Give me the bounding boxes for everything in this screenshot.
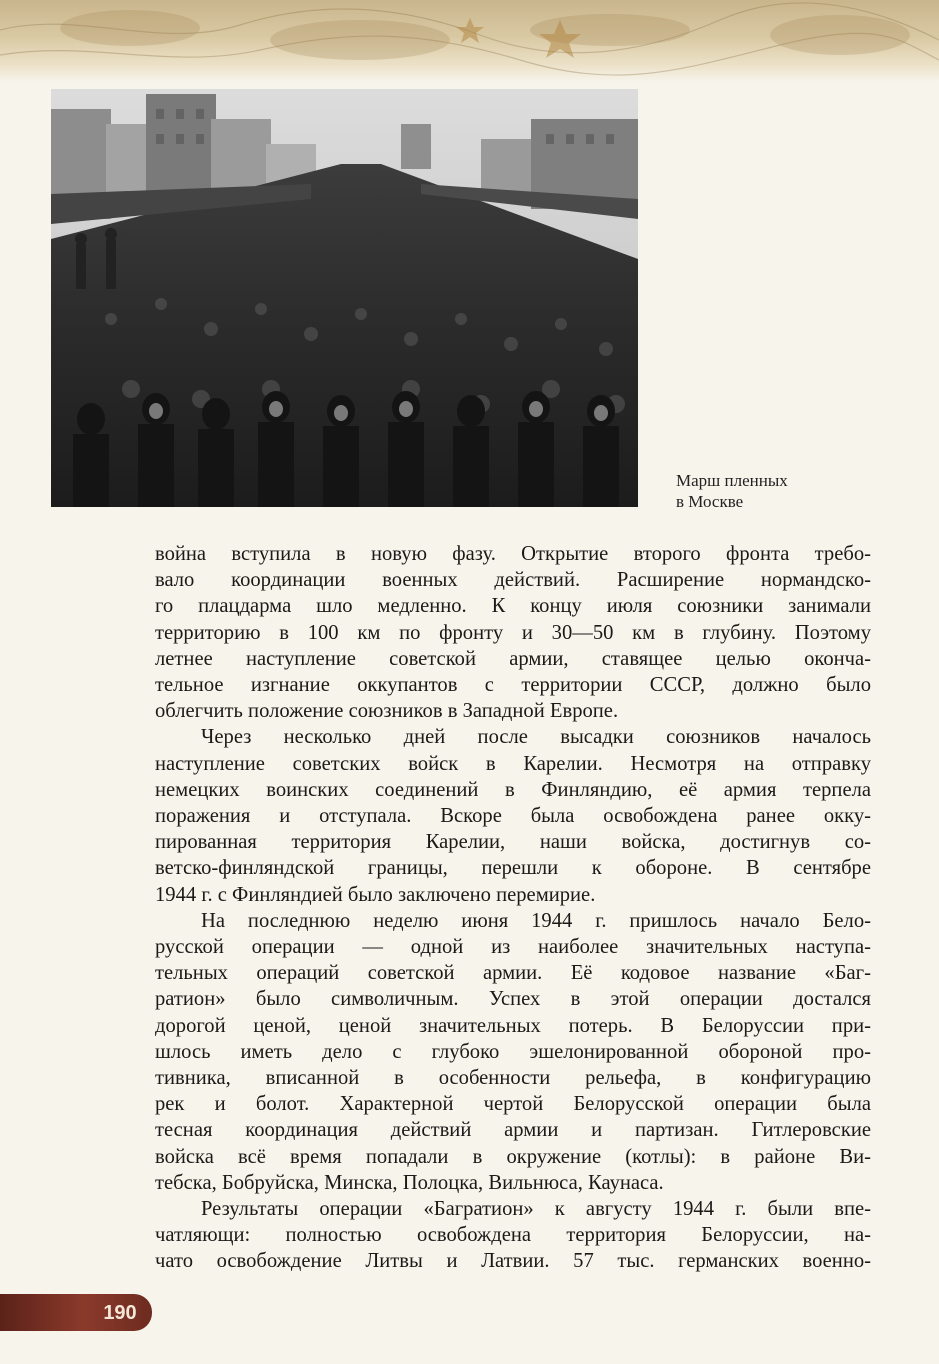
text-line: облегчить положение союзников в Западной Европе. — [155, 700, 619, 723]
text-line: тебска, Бобруйска, Минска, Полоцка, Вильнюса, Каунаса. — [155, 1171, 664, 1194]
text-line: шлось иметь дело с глубоко эшелонированной обороной про- — [155, 1040, 871, 1063]
text-line: пированная территория Карелии, наши войска, достигнув со- — [155, 831, 871, 854]
text-line: Через несколько дней после высадки союзников началось — [201, 726, 871, 749]
text-line: тивника, вписанной в особенности рельефа, в конфигурацию — [155, 1067, 871, 1090]
text-line: тельных операций советской армии. Её кодовое название «Баг- — [155, 962, 871, 985]
paragraph-4 — [155, 1196, 871, 1275]
photo-prisoners-march — [51, 89, 638, 507]
text-line: немецких воинских соединений в Финляндию, её армия терпела — [155, 778, 871, 801]
text-line: война вступила в новую фазу. Открытие второго фронта требо- — [155, 543, 871, 565]
paragraph-1 — [155, 541, 871, 724]
text-line: Результаты операции «Багратион» к августу 1944 г. были впе- — [201, 1198, 871, 1221]
caption-line-1: Марш пленных — [676, 471, 788, 490]
text-line: ратион» было символичным. Успех в этой операции достался — [155, 988, 871, 1011]
text-line: войска всё время попадали в окружение (котлы): в районе Ви- — [155, 1145, 871, 1168]
text-line: территорию в 100 км по фронту и 30—50 км в глубину. Поэтому — [155, 621, 871, 644]
text-line: тельное изгнание оккупантов с территории СССР, должно было — [155, 674, 871, 697]
text-line: 1944 г. с Финляндией было заключено перемирие. — [155, 883, 596, 906]
header-decoration — [0, 0, 939, 82]
text-line: наступление советских войск в Карелии. Несмотря на отправку — [155, 752, 871, 775]
paragraph-3 — [155, 908, 871, 1196]
text-line: рек и болот. Характерной чертой Белорусской операции была — [155, 1093, 871, 1116]
text-line: чатляющи: полностью освобождена территория Белоруссии, на- — [155, 1224, 871, 1247]
paragraph-2 — [155, 724, 871, 907]
text-line: го плацдарма шло медленно. К концу июля союзники занимали — [155, 595, 871, 618]
text-line: русской операции — одной из наиболее значительных наступа- — [155, 936, 871, 959]
caption-line-2: в Москве — [676, 492, 744, 511]
text-line: поражения и отступала. Вскоре была освобождена ранее окку- — [155, 805, 871, 828]
body-text — [155, 541, 871, 1275]
photo-image — [51, 89, 638, 507]
text-line: ветско-финляндской границы, перешли к обороне. В сентябре — [155, 857, 871, 880]
page-number: 190 — [103, 1302, 137, 1324]
text-line: чато освобождение Литвы и Латвии. 57 тыс. германских военно- — [155, 1250, 871, 1273]
decorative-map-pattern — [0, 0, 939, 82]
text-line: тесная координация действий армии и партизан. Гитлеровские — [155, 1119, 871, 1142]
text-line: вало координации военных действий. Расширение нормандско- — [155, 569, 871, 592]
text-line: На последнюю неделю июня 1944 г. пришлось начало Бело- — [201, 909, 871, 932]
text-line: дорогой ценой, ценой значительных потерь. В Белоруссии при- — [155, 1014, 871, 1037]
text-line: летнее наступление советской армии, ставящее целью оконча- — [155, 647, 871, 670]
photo-caption — [676, 470, 876, 512]
